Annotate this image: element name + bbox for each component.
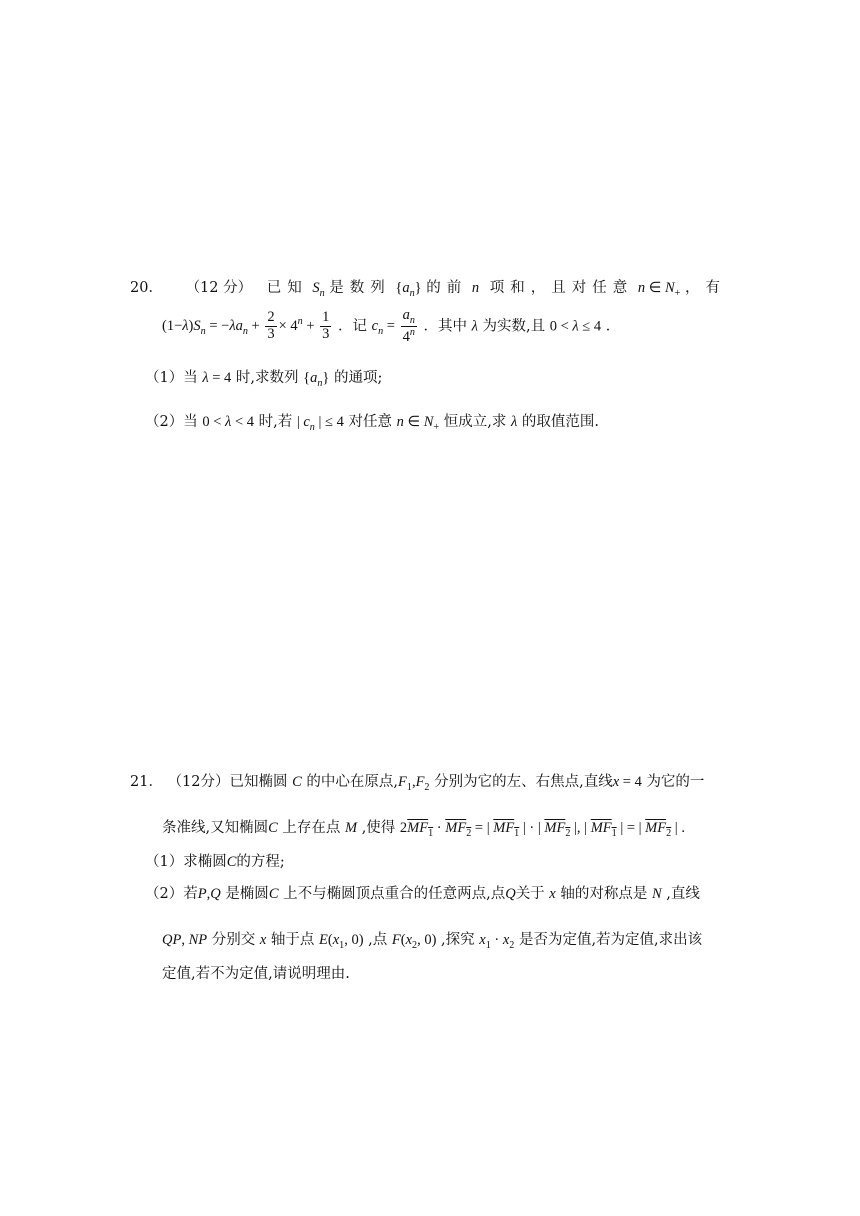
q21-number: 21． — [130, 774, 163, 790]
q21-line-1: 21． （12分）已知椭圆 C 的中心在原点$,F_1,F_2$ 分别为它的左、右焦点,直线x = 4 为它的一 — [130, 774, 705, 793]
q21-line-6: 定值,若不为定值,请说明理由. — [162, 966, 350, 982]
q21-part-1: （1）求椭圆C的方程; — [145, 854, 285, 870]
q20-formula: $(1-\lambda)S_n = -\lambda a_n$ + $\frac{2}{3}$ × $4^n$ + $\frac{1}{3}$ — [162, 309, 330, 343]
q21-part-2: （2）若P,Q 是椭圆C 上不与椭圆顶点重合的任意两点,点Q关于 x 轴的对称点是 N ,直线 — [145, 886, 700, 902]
q21-line-5: QP, NP 分别交 x 轴于点 $E(x_1$, 0) ,点 $F(x_2$, 0) ,探究 $x_1 \cdot x_2$ 是否为定值,若为定值,求出该 — [162, 932, 703, 951]
q20-number: 20． — [130, 280, 163, 296]
q21-vector-condition: $2MF_1 \cdot MF_2$ = | $MF_1$ | · | $MF_2$ |, | $MF_1$ | = | $MF_2$ | . — [399, 820, 685, 839]
q20-part-2: （2）当 0 < λ < 4 时,若 | $c_n$ | ≤ 4 对任意 n ∈ $N_+$ 恒成立,求 λ 的取值范围. — [145, 414, 599, 433]
q20-score: （12 分） — [185, 280, 253, 296]
q21-score: （12分） — [167, 774, 230, 790]
q20-line-2: $(1-\lambda)S_n = -\lambda a_n$ + $\frac{2}{3}$ × $4^n$ + $\frac{1}{3}$ ．记 $c_n$ = $\frac{a_n}{4^n}$ ．其中 λ 为实数,且 0 < λ ≤ 4 ． — [162, 307, 621, 345]
q20-line-1: 20． （12 分） 已知 $S_n$ 是数列 $\{a_n\}$ 的前 n 项和，且对任意 n ∈ $N_+$ ，有 — [130, 280, 726, 299]
q21-line-2: 条准线,又知椭圆C 上存在点 M ,使得 $2MF_1 \cdot MF_2$ = | $MF_1$ | · | $MF_2$ |, | $MF_1$ | = | $MF_2$ | . — [162, 820, 685, 839]
q20-part-1: （1）当 λ = 4 时,求数列 $\{a_n\}$ 的通项; — [145, 370, 383, 389]
